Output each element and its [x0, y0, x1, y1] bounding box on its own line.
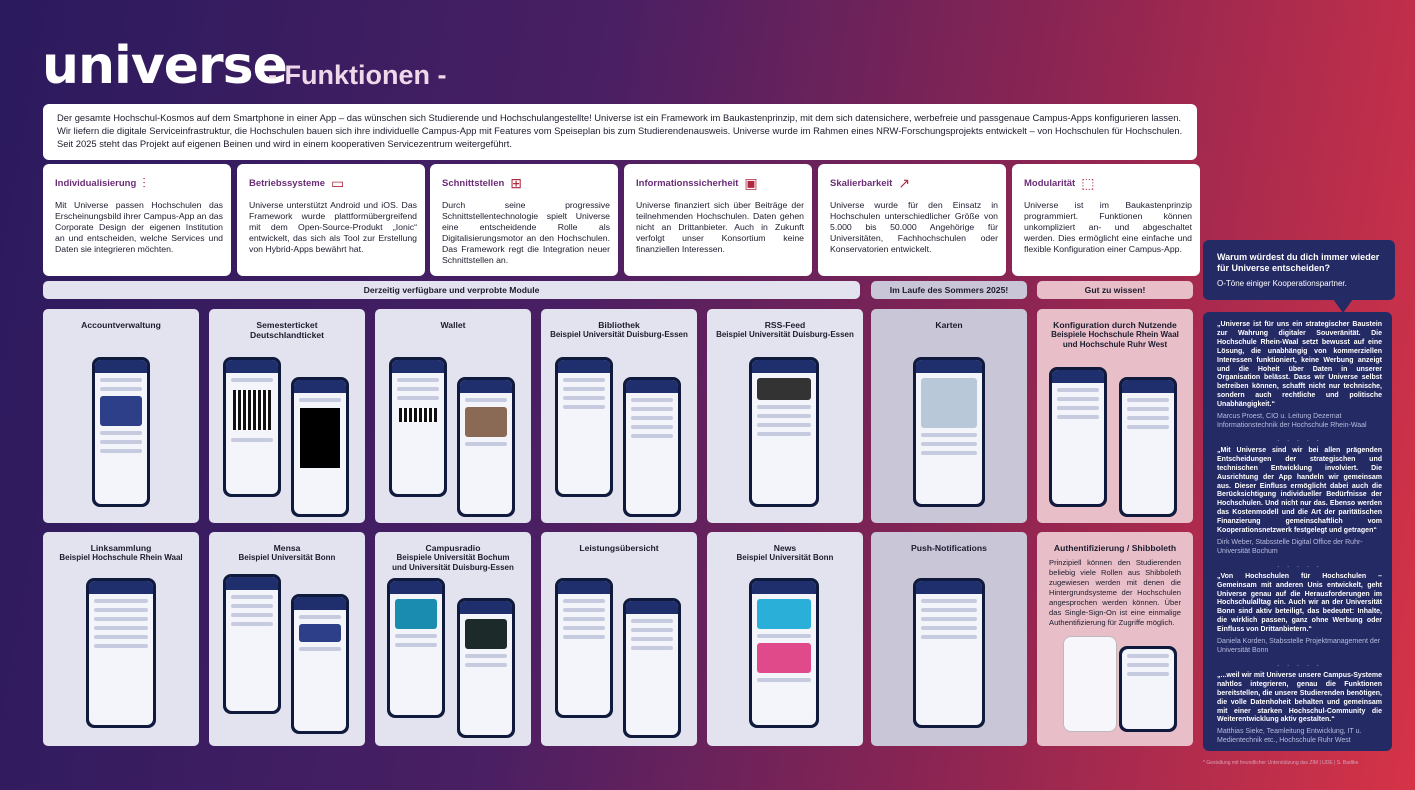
summer-modules-bar: Im Laufe des Sommers 2025!: [871, 281, 1027, 299]
card-title: RSS-Feed: [764, 320, 806, 330]
sliders-icon: ⫶: [142, 175, 146, 191]
feature-title: Betriebssysteme: [249, 177, 326, 189]
universe-logo: universe: [42, 36, 287, 96]
phone-mockup: [86, 578, 156, 728]
feature-text: Universe finanziert sich über Beiträge der teilnehmenden Hochschulen. Daten gehen nicht an Drittanbieter. Auch in Zukunft verfolgt unser Konsortium keine finanziellen Interessen.: [636, 200, 804, 254]
phone-mockup: [223, 574, 281, 714]
phone-mockup: [555, 578, 613, 718]
quote-separator: . . . . .: [1277, 435, 1322, 443]
card-title: Campusradio: [425, 543, 481, 553]
feature-informationssicherheit: [624, 164, 812, 276]
quote-author: Daniela Korden, Stabsstelle Projektmanagement der Universität Bonn: [1217, 638, 1381, 654]
screen-mockup: [1063, 636, 1117, 732]
feature-title: Modularität: [1024, 177, 1076, 189]
card-title: Accountverwaltung: [81, 320, 161, 330]
module-card-push-notifications: [871, 532, 1027, 746]
quotes-panel: [1203, 312, 1392, 751]
module-card-authentifizierung: [1037, 532, 1193, 746]
card-title: Konfiguration durch Nutzende: [1053, 320, 1177, 330]
feature-text: Universe unterstützt Android und iOS. Das Framework wurde plattformübergreifend mit dem Open-Source-Produkt „Ionic“ entwickelt, das sich als Tool zur Erstellung von Hybrid-Apps bewährt hat.: [249, 200, 417, 254]
quote-author: Dirk Weber, Stabsstelle Digital Office der Ruhr-Universität Bochum: [1217, 538, 1363, 555]
module-card-accountverwaltung: [43, 309, 199, 523]
card-title: Linksammlung: [90, 543, 152, 553]
speech-bubble-tail: [1333, 299, 1353, 313]
available-modules-bar: Derzeitig verfügbare und verprobte Module: [43, 281, 860, 299]
quotes-title: Warum würdest du dich immer wieder für Universe entscheiden?: [1217, 252, 1380, 273]
expand-icon: ↗: [898, 175, 911, 191]
card-title: Bibliothek: [598, 320, 640, 330]
module-card-news: [707, 532, 863, 746]
module-card-bibliothek: [541, 309, 697, 523]
feature-modularitaet: [1012, 164, 1200, 276]
phone-mockup: [749, 357, 819, 507]
auth-description: Prinzipiell können den Studierenden beliebig viele Rollen aus Shibboleth zugewiesen werden mit denen die Hintergrundsysteme der Hochschulen angesprochen werden können. Über das Single-Sign-On ist eine einmalige Authentifizierung für Zugriffe möglich.: [1049, 558, 1181, 627]
card-subtitle: Beispiele Hochschule Rhein Waal und Hochschule Ruhr West: [1051, 330, 1179, 349]
phone-mockup: [291, 594, 349, 734]
phone-mockup: [913, 357, 985, 507]
card-title: Semesterticket Deutschlandticket: [249, 320, 325, 340]
module-card-wallet: [375, 309, 531, 523]
feature-skalierbarkeit: [818, 164, 1006, 276]
card-subtitle: Beispiel Universität Duisburg-Essen: [550, 330, 688, 339]
feature-title: Individualisierung: [55, 177, 137, 189]
quote-text: „Von Hochschulen für Hochschulen – Gemeinsam mit anderen Unis entwickelt, geht Universe genau auf die Herausforderungen im Hochschulalltag ein. Auch wir an der Universität Bonn sind aktiv beteiligt, das bedeutet: Inhalte, die wirklich passen, ganz ohne Werbung oder Einfluss von Drittanbietern.“: [1217, 572, 1382, 634]
module-card-campusradio: [375, 532, 531, 746]
card-subtitle: Beispiel Universität Duisburg-Essen: [716, 330, 854, 339]
card-subtitle: Beispiel Hochschule Rhein Waal: [59, 553, 183, 562]
module-card-linksammlung: [43, 532, 199, 746]
phone-mockup: [623, 377, 681, 517]
card-title: Authentifizierung / Shibboleth: [1053, 543, 1177, 553]
module-card-rss-feed: [707, 309, 863, 523]
phone-mockup: [749, 578, 819, 728]
module-card-konfiguration: [1037, 309, 1193, 523]
intro-text: Der gesamte Hochschul-Kosmos auf dem Smartphone in einer App – das wünschen sich Studierende und Hochschulangestellte! Universe ist ein Framework im Baukastenprinzip, mit dem sich datensichere, werbefreie und passgenaue Campus-Apps konfigurieren lassen. Wir liefern die digitale Serviceinfrastruktur, die Hochschulen bauen sich ihre individuelle Campus-App mit Features vom Speiseplan bis zum Studierendenausweis. Universe wurde im Rahmen eines NRW-Forschungsprojekts entwickelt – von Hochschulen für Hochschulen. Seit 2025 steht das Projekt auf eigenen Beinen und wird in einem kooperativen Servicezentrum weitergeführt.: [43, 104, 1197, 160]
feature-betriebssysteme: [237, 164, 425, 276]
card-title: Mensa: [273, 543, 301, 553]
feature-schnittstellen: [430, 164, 618, 276]
network-icon: ⊞: [510, 175, 523, 191]
phone-mockup: [1119, 646, 1177, 732]
phone-mockup: [291, 377, 349, 517]
phone-mockup: [457, 377, 515, 517]
box-icon: ⬚: [1081, 175, 1095, 191]
feature-text: Universe ist im Baukastenprinzip programmiert. Funktionen können unkompliziert an- und abgeschaltet werden. Dies ermöglicht eine einfache und flexible Konfiguration einer Campus-App.: [1024, 200, 1192, 254]
card-title: Leistungsübersicht: [579, 543, 659, 553]
phone-mockup: [1049, 367, 1107, 507]
phone-mockup: [387, 578, 445, 718]
card-subtitle: Beispiele Universität Bochum und Universität Duisburg-Essen: [392, 553, 514, 572]
devices-icon: ▭: [331, 175, 345, 191]
good-to-know-bar: Gut zu wissen!: [1037, 281, 1193, 299]
feature-text: Mit Universe passen Hochschulen das Erscheinungsbild ihrer Campus-App an das Corporate Design der eigenen Institution an und entscheiden, welche Services und Daten sie integrieren möchten.: [55, 200, 223, 254]
module-card-leistungsuebersicht: [541, 532, 697, 746]
phone-mockup: [457, 598, 515, 738]
quote-author: Marcus Proest, CIO u. Leitung Dezernat Informationstechnik der Hochschule Rhein-Waal: [1217, 413, 1367, 429]
feature-text: Durch seine progressive Schnittstellentechnologie spielt Universe eine entscheidende Rolle als Digitalisierungsmotor an den Hochschulen. Das Framework regt die Integration neuer Schnittstellen an.: [442, 200, 610, 265]
quotes-subtitle: O-Töne einiger Kooperationspartner.: [1217, 279, 1347, 288]
feature-title: Schnittstellen: [442, 177, 505, 189]
quote-separator: . . . . .: [1277, 561, 1322, 569]
quote-author: Matthias Sieke, Teamleitung Entwicklung, IT u. Medientechnik etc., Hochschule Ruhr West: [1217, 728, 1362, 745]
feature-title: Informationssicherheit: [636, 177, 739, 189]
quote-text: „Universe ist für uns ein strategischer Baustein zur Wahrung digitaler Souveränität. Die Hochschule Rhein-Waal setzt bewusst auf eine Lösung, die unabhängig von kommerziellen Interessen funktioniert, keine Werbung anzeigt und die Hoheit über Daten in unserer Organisation belässt. Dass wir Universe selbst betreiben können, schafft nicht nur technische, sondern auch rechtliche und politische Unabhängigkeit.“: [1217, 321, 1382, 409]
quote-text: „...weil wir mit Universe unsere Campus-Systeme nahtlos integrieren, genau die Funktionen bereitstellen, die unsere Studierenden benötigen, die volle Datenhoheit behalten und gemeinsam mit einer starken Hochschul-Community die Weiterentwicklung aktiv gestalten.“: [1217, 671, 1382, 724]
feature-title: Skalierbarkeit: [830, 177, 893, 189]
feature-text: Universe wurde für den Einsatz in Hochschulen unterschiedlicher Größe von 5.000 bis 50.000 Angehörige für Universitäten, Fachhochschulen oder Konservatorien entwickelt.: [830, 200, 998, 254]
module-card-mensa: [209, 532, 365, 746]
module-card-semesterticket: [209, 309, 365, 523]
phone-mockup: [623, 598, 681, 738]
feature-individualisierung: [43, 164, 231, 276]
phone-mockup: [223, 357, 281, 497]
card-subtitle: Beispiel Universität Bonn: [238, 553, 336, 562]
card-title: Push-Notifications: [911, 543, 987, 553]
card-title: Karten: [935, 320, 963, 330]
module-card-karten: [871, 309, 1027, 523]
card-title: News: [773, 543, 797, 553]
phone-mockup: [555, 357, 613, 497]
quotes-header: [1203, 240, 1395, 300]
page-subtitle: - Funktionen -: [268, 60, 447, 90]
phone-mockup: [92, 357, 150, 507]
monitor-icon: ▣: [744, 175, 758, 191]
card-subtitle: Beispiel Universität Bonn: [736, 553, 834, 562]
quote-separator: . . . . .: [1277, 660, 1322, 668]
card-title: Wallet: [440, 320, 466, 330]
quote-text: „Mit Universe sind wir bei allen prägenden Entscheidungen der strategischen und technischen Entwicklung involviert. Die Ausrichtung der App handeln wir gemeinsam aus. Dieser Einfluss ermöglicht dabei auch die Berücksichtigung individueller Bedürfnisse der Hochschulen. Und nicht nur das. Ebenso werden das Kostenmodell und die Art der paritätischen Finanzierung gemeinschaftlich vom Kooperationsnetzwerk festgelegt und getragen“: [1217, 446, 1382, 535]
footnote: * Gestaltung mit freundlicher Unterstützung das ZIM | UDE | S. Badtke: [1203, 760, 1359, 766]
phone-mockup: [913, 578, 985, 728]
phone-mockup: [389, 357, 447, 497]
phone-mockup: [1119, 377, 1177, 517]
